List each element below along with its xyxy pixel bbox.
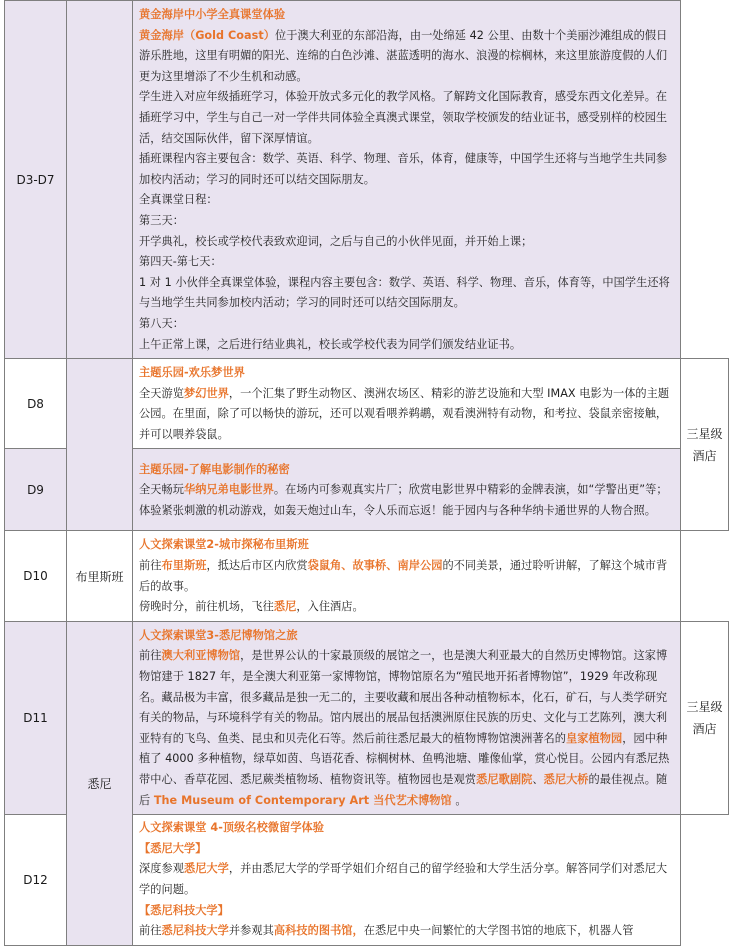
text: 。 bbox=[451, 793, 467, 807]
paragraph: 上午正常上课，之后进行结业典礼，校长或学校代表为同学们颁发结业证书。 bbox=[139, 337, 522, 351]
paragraph bbox=[139, 921, 674, 942]
content-cell bbox=[133, 621, 681, 814]
highlight: The Museum of Contemporary Art 当代艺术博物馆 bbox=[153, 793, 452, 807]
itinerary-row-d11 bbox=[5, 621, 729, 814]
text: 的最佳视点。随后 bbox=[139, 773, 668, 807]
text: ，是世界公认的十家最顶级的展馆之一，也是澳大利亚最大的自然历史博物馆。这家博物馆建于 1827 年，是全澳大利亚第一家博物馆，博物馆原名为“殖民地开拓者博物馆”，1929 年改称现名。藏品极为丰富，很多藏品是独一无二的，主要收藏和展出各种动植物标本，化石，矿石，与人类学研究有关的物品，与环境科学有关的物品。馆内展出的展品包括澳洲原住民族的历史、文化与工艺陈列，澳大利亚特有的飞鸟、鱼类、昆虫和贝壳化石等。然后前往悉尼最大的植物博物馆澳洲著名的 bbox=[139, 649, 668, 745]
sub-title: 【悉尼大学】 bbox=[139, 841, 207, 855]
paragraph bbox=[139, 480, 674, 521]
text: 并参观其 bbox=[228, 924, 274, 938]
hotel-label: 三星级酒店 bbox=[686, 426, 723, 463]
text: 的不同美景，通过聆听讲解，了解这个城市背后的故事。 bbox=[139, 559, 668, 593]
highlight: 悉尼歌剧院 bbox=[476, 773, 533, 786]
paragraph: 学生进入对应年级插班学习，体验开放式多元化的教学风格。了解跨文化国际教育，感受东西文化差异。在插班学习中，学生与自己一对一学伴共同体验全真澳式课堂，领取学校颁发的结业证书，感受别样的校园生活，结交国际伙伴，留下深厚情谊。 bbox=[139, 90, 668, 145]
city-cell: 布里斯班 bbox=[67, 531, 133, 621]
text: 、 bbox=[532, 773, 544, 786]
paragraph: 第八天： bbox=[139, 316, 184, 330]
itinerary-row-d8 bbox=[5, 359, 729, 449]
paragraph: 插班课程内容主要包含：数学、英语、科学、物理、音乐，体育，健康等，中国学生还将与当地学生共同参加校内活动；学习的同时还可以结交国际朋友。 bbox=[139, 152, 668, 186]
hotel-cell-empty bbox=[681, 815, 729, 946]
content-cell bbox=[133, 815, 681, 946]
text: 位于澳大利亚的东部沿海，由一处绵延 42 公里、由数十个美丽沙滩组成的假日游乐胜地，这里有明媚的阳光、连绵的白色沙滩、湛蓝透明的海水、浪漫的棕榈林，来这里旅游度假的人们更为这里增添了不少生机和动感。 bbox=[139, 28, 668, 83]
hotel-cell bbox=[681, 621, 729, 814]
hotel-cell bbox=[681, 359, 729, 531]
paragraph bbox=[139, 26, 674, 88]
paragraph: 开学典礼，校长或学校代表致欢迎词，之后与自己的小伙伴见面，并开始上课； bbox=[139, 234, 533, 248]
section-title: 主题乐园-了解电影制作的秘密 bbox=[139, 462, 290, 476]
paragraph: 第三天： bbox=[139, 213, 184, 227]
text: ，并由悉尼大学的学哥学姐们介绍自己的留学经验和大学生活分享。解答同学们对悉尼大学的问题。 bbox=[139, 862, 668, 896]
text: 前往 bbox=[139, 559, 162, 573]
city-cell: 悉尼 bbox=[67, 621, 133, 945]
hotel-label: 三星级酒店 bbox=[686, 700, 723, 737]
paragraph bbox=[139, 556, 674, 597]
city-cell bbox=[67, 1, 133, 359]
highlight: 梦幻世界 bbox=[183, 386, 229, 400]
text: ，抵达后市区内欣赏 bbox=[206, 559, 308, 573]
highlight: 黄金海岸（Gold Coast） bbox=[139, 28, 275, 42]
day-cell: D12 bbox=[5, 815, 67, 946]
section-title: 主题乐园-欢乐梦世界 bbox=[139, 366, 245, 380]
paragraph: 1 对 1 小伙伴全真课堂体验，课程内容主要包含：数学、英语、科学、物理、音乐，体育等，中国学生还将与当地学生共同参加校内活动；学习的同时还可以结交国际朋友。 bbox=[139, 275, 670, 310]
highlight: 华纳兄弟电影世界 bbox=[183, 483, 274, 497]
day-cell: D11 bbox=[5, 621, 67, 814]
content-cell bbox=[133, 449, 681, 531]
day-cell: D3-D7 bbox=[5, 1, 67, 359]
text: 前往 bbox=[139, 924, 162, 938]
sub-title: 【悉尼科技大学】 bbox=[139, 903, 229, 917]
city-cell bbox=[67, 359, 133, 531]
text: 傍晚时分，前往机场，飞往 bbox=[139, 600, 274, 614]
text: 全天游览 bbox=[139, 386, 184, 400]
itinerary-row-d10 bbox=[5, 531, 729, 621]
paragraph bbox=[139, 859, 674, 900]
highlight: 悉尼大学 bbox=[183, 862, 229, 876]
text: 全天畅玩 bbox=[139, 483, 184, 497]
section-title: 人文探索课堂3-悉尼博物馆之旅 bbox=[139, 628, 298, 642]
hotel-cell-empty bbox=[681, 1, 729, 359]
paragraph bbox=[139, 597, 674, 618]
text: ，园中种植了 4000 多种植物，绿草如茵、鸟语花香、棕榈树林、鱼鸭池塘、雕像仙掌，赏心悦目。公园内有悉尼热带中心、香草花园、悉尼蕨类植物场、植物资讯等。植物园也是观赏 bbox=[139, 731, 670, 786]
text: ，入住酒店。 bbox=[296, 600, 364, 614]
highlight: 悉尼科技大学 bbox=[161, 924, 229, 938]
text: 在悉尼中央一间繁忙的大学图书馆的地底下，机器人管 bbox=[363, 924, 634, 938]
day-cell: D10 bbox=[5, 531, 67, 621]
itinerary-table bbox=[4, 0, 729, 946]
highlight: 澳大利亚博物馆 bbox=[161, 649, 241, 663]
text: 。在场内可参观真实片厂；欣赏电影世界中精彩的金牌表演，如“学警出更”等；体验紧张刺激的机动游戏，如轰天炮过山车，令人乐而忘返！能于园内与各种华纳卡通世界的人物合照。 bbox=[139, 483, 668, 517]
day-cell: D9 bbox=[5, 449, 67, 531]
highlight: 悉尼 bbox=[273, 600, 297, 614]
content-cell bbox=[133, 359, 681, 449]
paragraph: 全真课堂日程： bbox=[139, 193, 218, 207]
content-cell bbox=[133, 1, 681, 359]
paragraph: 第四天-第七天： bbox=[139, 255, 222, 269]
hotel-cell-empty bbox=[681, 531, 729, 621]
section-title: 黄金海岸中小学全真课堂体验 bbox=[139, 8, 286, 21]
day-cell: D8 bbox=[5, 359, 67, 449]
highlight: 悉尼大桥 bbox=[543, 773, 589, 786]
content-cell bbox=[133, 531, 681, 621]
section-title: 人文探索课堂2-城市探秘布里斯班 bbox=[139, 538, 309, 552]
paragraph bbox=[139, 384, 674, 446]
text: 前往 bbox=[139, 649, 162, 663]
text: ，一个汇集了野生动物区、澳洲农场区、精彩的游艺设施和大型 IMAX 电影为一体的主题公园。在里面，除了可以畅快的游玩，还可以观看喂养鹈鹕，观看澳洲特有动物，和考拉、袋鼠亲密接触，并可以喂养袋鼠。 bbox=[139, 386, 670, 441]
itinerary-row-d3-d7 bbox=[5, 1, 729, 359]
paragraph bbox=[139, 646, 674, 811]
text: 深度参观 bbox=[139, 862, 184, 876]
highlight: 高科技的图书馆， bbox=[273, 924, 364, 938]
highlight: 布里斯班 bbox=[161, 559, 207, 573]
highlight: 皇家植物园 bbox=[566, 731, 623, 745]
section-title: 人文探索课堂 4-顶级名校微留学体验 bbox=[139, 821, 325, 835]
highlight: 袋鼠角、故事桥、南岸公园 bbox=[307, 559, 443, 573]
